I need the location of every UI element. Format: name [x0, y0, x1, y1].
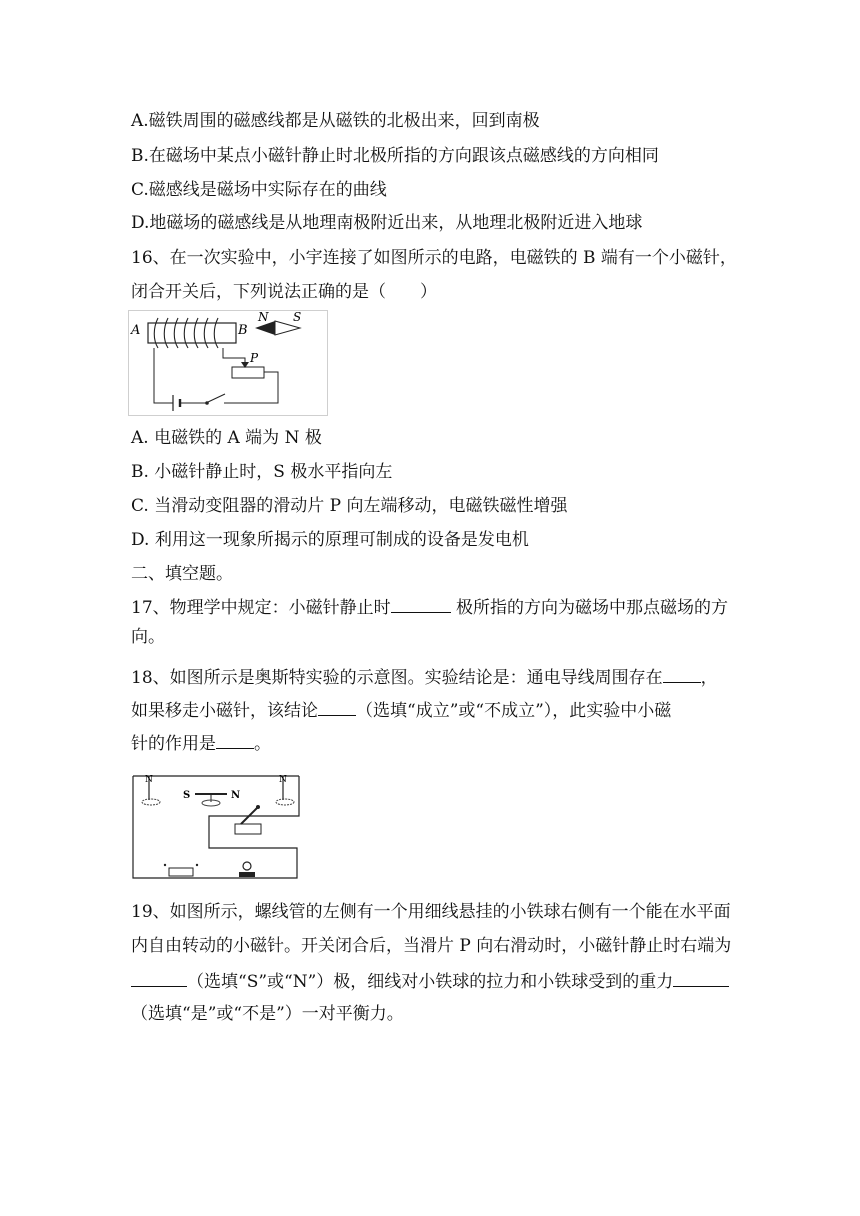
q18-blank-1 [663, 666, 701, 683]
q17-line1 [131, 596, 728, 618]
q19-line3 [131, 970, 729, 992]
q16-stem-line2: 闭合开关后，下列说法正确的是（ ） [131, 282, 437, 302]
q18-text-1a: 18、如图所示是奥斯特实验的示意图。实验结论是：通电导线周围存在 [131, 668, 663, 688]
q19-line2: 内自由转动的小磁针。开关闭合后，当滑片 P 向右滑动时，小磁针静止时右端为 [131, 936, 732, 956]
section-heading: 二、填空题。 [131, 564, 233, 584]
q18-text-2b: （选填“成立”或“不成立”），此实验中小磁 [356, 701, 672, 721]
q19-blank-1 [131, 970, 187, 987]
q19-text-3a: （选填“S”或“N”）极，细线对小铁球的拉力和小铁球受到的重力 [187, 972, 674, 992]
q18-blank-3 [216, 732, 254, 749]
q16-label-b: B [238, 323, 248, 338]
q19-line1: 19、如图所示，螺线管的左侧有一个用细线悬挂的小铁球右侧有一个能在水平面 [131, 902, 731, 922]
q16-label-s: S [293, 310, 302, 324]
q15-option-c: C.磁感线是磁场中实际存在的曲线 [131, 180, 387, 200]
q19-blank-2 [673, 970, 729, 987]
q18-oersted-figure [131, 770, 303, 884]
q19-line4: （选填“是”或“不是”）一对平衡力。 [131, 1004, 404, 1024]
q18-label-right-n: N [279, 775, 287, 785]
q17-text-b: 极所指的方向为磁场中那点磁场的方 [450, 598, 729, 618]
q17-blank [391, 596, 451, 613]
q16-option-d: D. 利用这一现象所揭示的原理可制成的设备是发电机 [131, 530, 529, 550]
q18-label-s: S [183, 790, 191, 801]
q18-blank-2 [318, 699, 356, 716]
q16-stem-line1: 16、在一次实验中，小宇连接了如图所示的电路，电磁铁的 B 端有一个小磁针， [131, 248, 737, 268]
q18-text-3b: 。 [254, 734, 271, 754]
q15-option-a: A.磁铁周围的磁感线都是从磁铁的北极出来，回到南极 [131, 111, 540, 131]
q17-text-a: 17、物理学中规定：小磁针静止时 [131, 598, 391, 618]
q18-line3 [131, 732, 271, 754]
q18-text-2a: 如果移走小磁针，该结论 [131, 701, 318, 721]
q16-circuit-figure [128, 310, 328, 416]
q16-label-a: A [131, 323, 141, 338]
q16-option-a: A. 电磁铁的 A 端为 N 极 [131, 428, 322, 448]
q18-text-1b: ， [700, 668, 718, 688]
q15-option-d: D.地磁场的磁感线是从地理南极附近出来，从地理北极附近进入地球 [131, 213, 643, 233]
q18-line1 [131, 666, 718, 688]
q17-line2: 向。 [131, 627, 165, 647]
q18-text-3a: 针的作用是 [131, 734, 216, 754]
q18-label-n: N [231, 790, 241, 801]
q16-option-c: C. 当滑动变阻器的滑动片 P 向左端移动，电磁铁磁性增强 [131, 496, 568, 516]
q16-label-p: P [250, 351, 259, 365]
q18-label-left-n: N [145, 775, 153, 785]
q15-option-b: B.在磁场中某点小磁针静止时北极所指的方向跟该点磁感线的方向相同 [131, 146, 659, 166]
q18-line2 [131, 699, 671, 721]
q16-label-n: N [258, 310, 269, 324]
q16-option-b: B. 小磁针静止时，S 极水平指向左 [131, 462, 393, 482]
